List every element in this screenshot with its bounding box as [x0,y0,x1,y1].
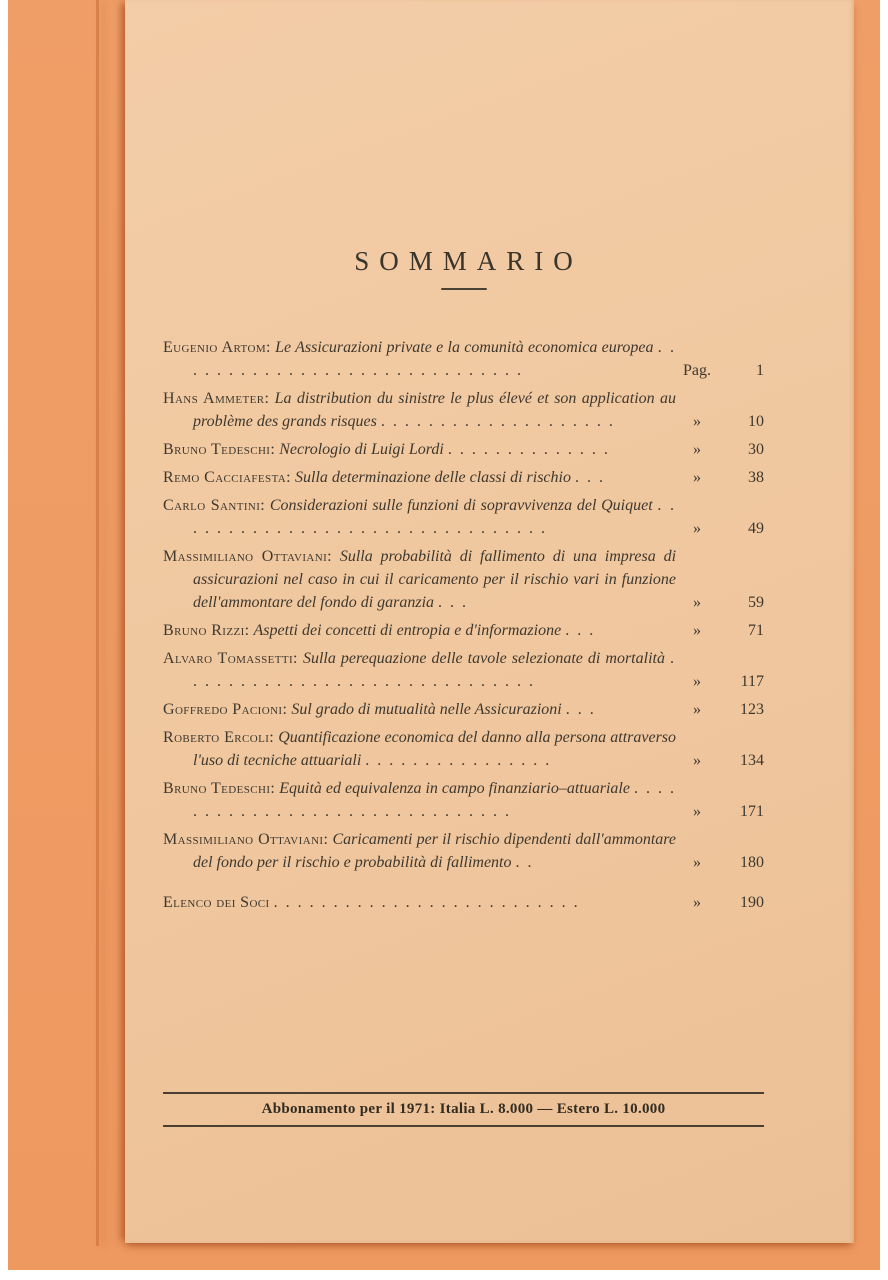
entry-text [163,619,676,642]
entry-page-ref-symbol: » [693,673,701,690]
entry-page-ref-symbol: » [693,469,701,486]
entry-page-number: 38 [748,469,764,486]
entry-page-number: 123 [740,701,764,718]
entry-title: Aspetti dei concetti di entropia e d'informazione [253,622,562,639]
toc-title: SOMMARIO [354,246,583,276]
entry-dot-leaders: . . . . . . . . . . . . . . . . [365,752,552,769]
entry-author: Remo Cacciafesta: [163,469,291,486]
entry-title: La distribution du sinistre le plus élevé et son application au problème des grands risques [193,390,677,430]
toc-entry [163,647,764,693]
entry-page-ref-symbol: » [693,622,701,639]
entry-author: Bruno Rizzi: [163,622,250,639]
entry-page-number: 117 [740,673,764,690]
entry-dot-leaders: . . . . . . . . . . . . . . [447,441,610,458]
entry-dot-leaders: . . . [574,469,605,486]
title-rule [441,288,487,290]
subscription-text: Abbonamento per il 1971: Italia L. 8.000 — Estero L. 10.000 [261,1101,666,1117]
entry-page-ref-symbol: » [693,854,701,871]
entry-title: Quantificazione economica del danno alla persona attraverso l'uso di tecniche attuariali [193,729,677,769]
entry-dot-leaders: . . [515,854,534,871]
entry-title: Sul grado di mutualità nelle Assicurazioni [291,701,562,718]
entry-title: Caricamenti per il rischio dipendenti dall'ammontare del fondo per il rischio e probabilità di fallimento [193,831,677,871]
entry-page-number: 180 [740,854,764,871]
entry-text [163,438,676,461]
entry-page-number: 71 [748,622,764,639]
entry-dot-leaders: . . . . . . . . . . . . . . . . . . . . . . . . . . . . . . . . [193,497,677,537]
entry-dot-leaders: . . . . . . . . . . . . . . . . . . . . . . . . . . . . . . . [193,780,677,820]
entry-page-number: 59 [748,594,764,611]
entry-author: Hans Ammeter: [163,390,270,407]
entry-page-ref-symbol: » [693,894,701,911]
entry-dot-leaders: . . . [565,701,596,718]
entry-dot-leaders: . . . . . . . . . . . . . . . . . . . . . . . . . . . . . . [193,339,677,379]
entry-title: Considerazioni sulle funzioni di sopravvivenza del Quiquet [269,497,653,514]
entry-page-number: 49 [748,520,764,537]
toc-entries [163,336,764,914]
entry-dot-leaders: . . . . . . . . . . . . . . . . . . . . . . . . . . . . . . [193,650,677,690]
entry-page-ref-symbol: Pag. [683,362,711,379]
entry-title: Equità ed equivalenza in campo finanziario–attuariale [279,780,630,797]
toc-entry [163,777,764,823]
entry-page-ref-symbol: » [693,441,701,458]
entry-dot-leaders: . . . [438,594,469,611]
entry-text [163,336,676,382]
toc-entry [163,336,764,382]
entry-title: Necrologio di Luigi Lordi [279,441,444,458]
entry-text [163,828,676,874]
entry-title: Sulla probabilità di fallimento di una impresa di assicurazioni nel caso in cui il caricamento per il rischio vari in funzione dell'ammontare del fondo di garanzia [193,548,677,611]
entry-page-number: 190 [740,894,764,911]
subscription-footer [163,1092,764,1127]
entry-author: Roberto Ercoli: [163,729,275,746]
entry-text [163,494,676,540]
toc-entry [163,891,764,914]
entry-author: Elenco dei Soci [163,894,270,911]
entry-author: Bruno Tedeschi: [163,780,276,797]
entry-text [163,387,676,433]
entry-text [163,777,676,823]
entry-page-number: 171 [740,803,764,820]
toc-entry [163,726,764,772]
entry-title: Sulla perequazione delle tavole selezionate di mortalità [302,650,665,667]
entry-page-ref-symbol: » [693,413,701,430]
toc-entry [163,619,764,642]
entry-text [163,726,676,772]
entry-page-number: 10 [748,413,764,430]
entry-page-ref-symbol: » [693,701,701,718]
entry-text [163,647,676,693]
entry-page-number: 30 [748,441,764,458]
entry-text [163,698,676,721]
entry-page-ref-symbol: » [693,520,701,537]
entry-page-number: 134 [740,752,764,769]
toc-entry [163,466,764,489]
toc-entry [163,828,764,874]
toc-entry [163,545,764,614]
entry-text [163,891,676,914]
toc-entry [163,387,764,433]
entry-author: Eugenio Artom: [163,339,271,356]
entry-text [163,545,676,614]
toc-entry [163,494,764,540]
entry-author: Goffredo Pacioni: [163,701,288,718]
entry-title: Sulla determinazione delle classi di rischio [295,469,571,486]
entry-author: Bruno Tedeschi: [163,441,276,458]
entry-page-ref-symbol: » [693,752,701,769]
entry-page-ref-symbol: » [693,803,701,820]
entry-page-ref-symbol: » [693,594,701,611]
entry-dot-leaders: . . . [565,622,596,639]
toc-entry [163,438,764,461]
entry-dot-leaders: . . . . . . . . . . . . . . . . . . . . . . . . . . [273,894,580,911]
entry-author: Carlo Santini: [163,497,266,514]
entry-author: Massimiliano Ottaviani: [163,548,332,565]
toc-block [163,246,764,919]
page-stack-edge [96,0,99,1246]
entry-title: Le Assicurazioni private e la comunità economica europea [275,339,654,356]
toc-entry [163,698,764,721]
entry-page-number: 1 [756,362,764,379]
entry-text [163,466,676,489]
entry-author: Alvaro Tomassetti: [163,650,298,667]
entry-dot-leaders: . . . . . . . . . . . . . . . . . . . . [380,413,615,430]
entry-author: Massimiliano Ottaviani: [163,831,329,848]
